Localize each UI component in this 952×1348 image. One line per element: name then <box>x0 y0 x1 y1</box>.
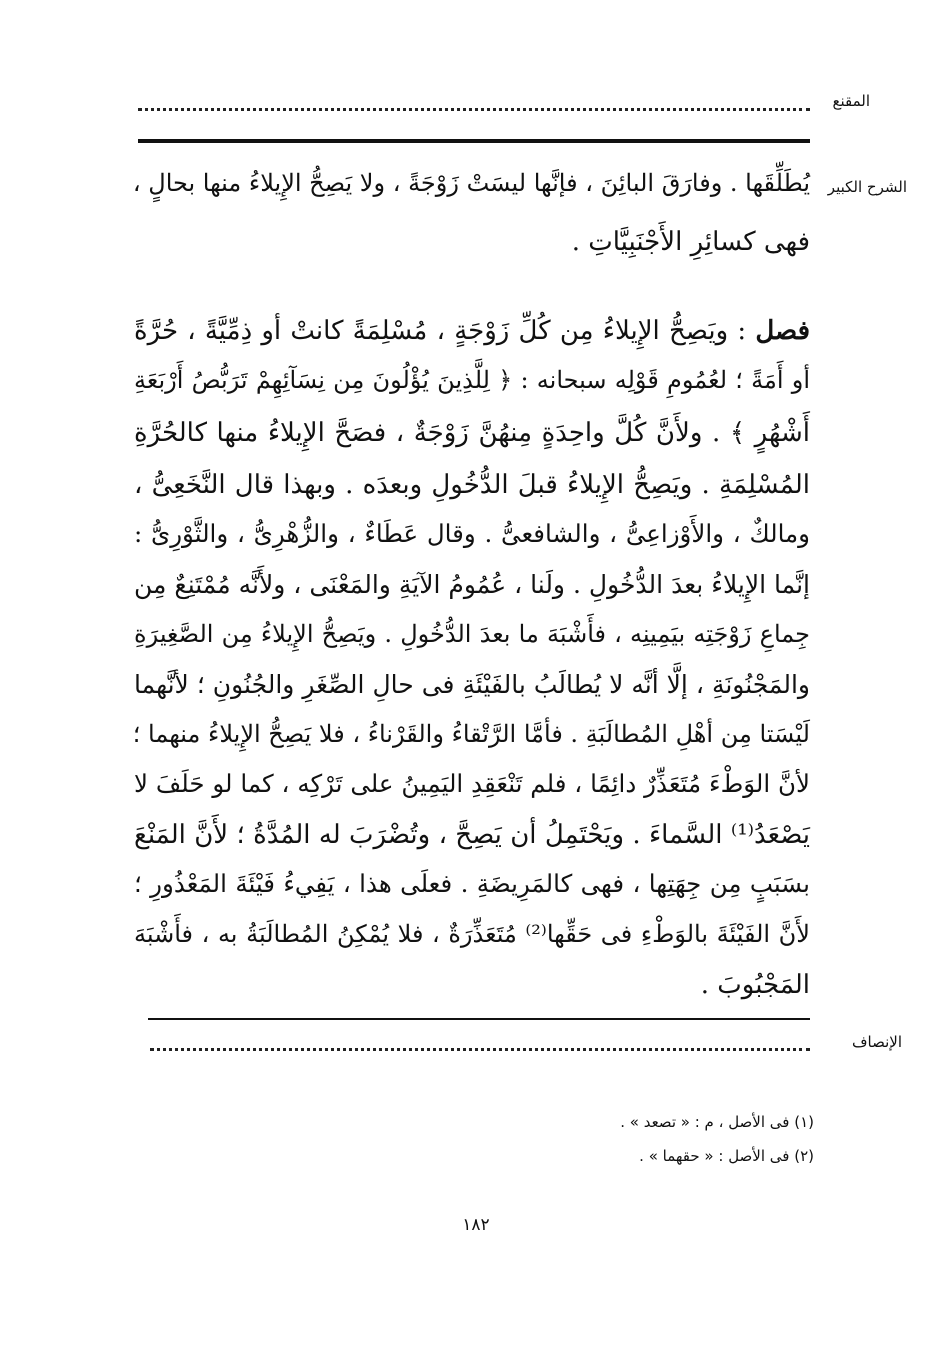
fasl-line-1 <box>134 318 810 344</box>
fasl-line-14: المَجْبُوبَ . <box>700 970 810 1000</box>
fasl-line-12: بسَبَبٍ مِن جِهَتِها ، فهى كالمَرِيضَةِ . فعلَى هذا ، يَفِيءُ فَيْئَةَ المَعْذُورِ ؛ <box>134 869 810 898</box>
fasl-line-2: أو أَمَةً ؛ لعُمُومِ قَوْلِه سبحانه : ﴿ لِلَّذِينَ يُؤْلُونَ مِن نِسَآئِهِمْ تَرَبُّصُ أَرْبَعَةِ <box>134 366 810 394</box>
footnote-1: (١) فى الأصل ، م : « تصعد » . <box>620 1113 814 1131</box>
fasl-line-13: لأَنَّ الفَيْئَةَ بالوَطْءِ فى حَقِّها⁽²⁾ مُتَعَذِّرَةٌ ، فلا يُمْكِنُ المُطالَبَةُ به ، فأَشْبَهَ <box>134 920 810 948</box>
sharh-label: الشرح الكبير <box>827 178 907 196</box>
fasl-line-4: المُسْلِمَةِ . ويَصِحُّ الإِيلاءُ قبلَ الدُّخُولِ وبعدَه . وبهذا قال النَّخَعِىُّ ، <box>134 470 810 500</box>
body-text <box>134 0 810 1348</box>
fasl-line-9: لَيْسَتا مِن أهْلِ المُطالَبَةِ . فأمَّا الرَّتْقاءُ والقَرْناءُ ، فلا يَصِحُّ الإِيلاءُ منهما ؛ <box>132 720 810 748</box>
insaf-rule <box>148 1018 810 1020</box>
fasl-line-3: أَشْهُرٍ ﴾ . ولأَنَّ كُلَّ واحِدَةٍ مِنهُنَّ زَوْجَةٌ ، فصَحَّ الإِيلاءُ منها كالحُرَّةِ <box>134 418 810 448</box>
insaf-label: الإنصاف <box>851 1033 902 1051</box>
insaf-dotted-line <box>150 1048 810 1051</box>
fasl-line-10: لأنَّ الوَطْءَ مُتَعَذِّرٌ دائِمًا ، فلم تَنْعَقِدِ اليَمِينُ على تَرْكِه ، كما لو حَلَفَ لا <box>134 769 810 798</box>
header-label: المقنع <box>832 92 870 110</box>
page-number: ١٨٢ <box>462 1215 490 1235</box>
fasl-line-5: ومالكٌ ، والأَوْزاعِىُّ ، والشافعىُّ . وقال عَطَاءٌ ، والزُّهْرِىُّ ، والثَّوْرِىُّ : <box>134 519 810 548</box>
fasl-line-8: والمَجْنُونَةِ ، إلَّا أنَّه لا يُطالَبُ بالفَيْئَةِ فى حالِ الصِّغَرِ والجُنُونِ ؛ لأنَّهما <box>134 670 810 699</box>
fasl-line-6: إنَّما الإِيلاءُ بعدَ الدُّخُولِ . ولَنا ، عُمُومُ الآيَةِ والمَعْنَى ، ولأَنَّه مُمْتَنِعٌ مِن <box>134 570 810 599</box>
footnote-2: (٢) فى الأصل : « حقهما » . <box>639 1147 814 1165</box>
fasl-line-7: جِماعِ زَوْجَتِه بيَمِينِه ، فأَشْبَهَ ما بعدَ الدُّخُولِ . ويَصِحُّ الإِيلاءُ مِن الصَّغِيرَةِ <box>134 620 810 648</box>
fasl-line-11: يَصْعَدُ⁽¹⁾ السَّماءَ . ويَحْتَمِلُ أن يَصِحَّ ، وتُضْرَبَ له المُدَّةُ ؛ لأَنَّ المَنْعَ <box>134 820 810 850</box>
fasl-heading: فصل <box>755 316 811 346</box>
sharh-line-2: فهى كسائِرِ الأَجْنَبِيَّاتِ . <box>571 227 810 257</box>
sharh-line-1: يُطَلِّقَها . وفارَقَ البائِنَ ، فإنَّها ليسَتْ زَوْجَةً ، ولا يَصِحُّ الإِيلاءُ منها بحالٍ ، <box>132 169 810 197</box>
fasl-line-1-text: : ويَصِحُّ الإِيلاءُ مِن كُلِّ زَوْجَةٍ ، مُسْلِمَةً كانتْ أو ذِمِّيَّةً ، حُرَّةً <box>134 316 747 346</box>
